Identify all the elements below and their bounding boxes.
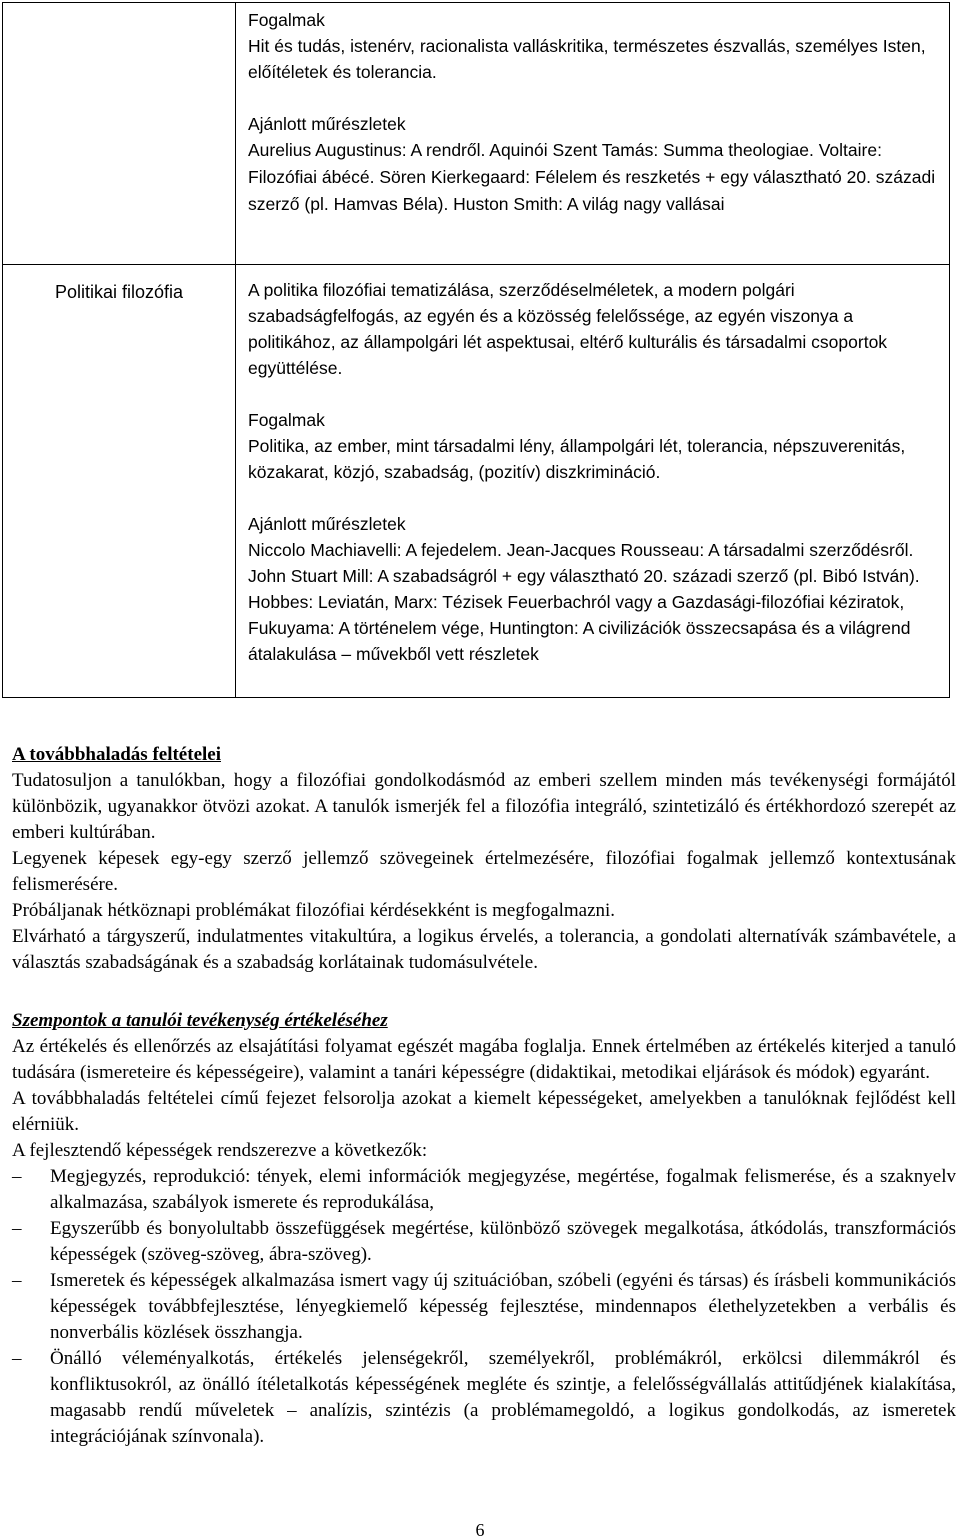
topic-cell bbox=[3, 3, 236, 265]
list-item bbox=[12, 1164, 956, 1216]
list-item bbox=[12, 1216, 956, 1268]
page-number: 6 bbox=[475, 1520, 485, 1540]
list-item-text: Önálló véleményalkotás, értékelés jelenségekről, személyekről, problémákról, erkölcsi dilemmákról és konfliktusokról, az önálló ítéletalkotás képességének megléte és szintje, a felelősségvállalás attitűdjének kialakítása, magasabb rendű műveletek – analízis, szintézis (a problémamegoldó, a logikus gondolkodás, az ismeretek integrációjának színvonala). bbox=[50, 1348, 956, 1447]
works-label: Ajánlott műrészletek bbox=[248, 514, 406, 534]
table-row bbox=[3, 3, 950, 265]
progress-paragraph: Tudatosuljon a tanulókban, hogy a filozófiai gondolkodásmód az emberi szellem minden más tevékenységi formájától különbözik, ugyanakkor ötvözi azokat. A tanulók ismerjék fel a filozófia integráló, szintetizáló és értékhordozó szerepét az emberi kultúrában. bbox=[12, 770, 956, 843]
concepts-text: Hit és tudás, istenérv, racionalista valláskritika, természetes észvallás, személyes Isten, előítéletek és tolerancia. bbox=[248, 36, 926, 82]
list-item-text: Egyszerűbb és bonyolultabb összefüggések megértése, különböző szövegek megalkotása, átkódolás, transzformációs képességek (szöveg-szöveg, ábra-szöveg). bbox=[50, 1218, 956, 1265]
dash-bullet: – bbox=[12, 1218, 22, 1239]
list-item bbox=[12, 1268, 956, 1346]
dash-bullet: – bbox=[12, 1270, 22, 1291]
topic-intro: A politika filozófiai tematizálása, szerződéselméletek, a modern polgári szabadságfelfogás, az egyén és a közösség felelőssége, az egyén viszonya a politikához, az állampolgári lét aspektusai, eltérő kulturális és társadalmi csoportok együttélése. bbox=[248, 280, 888, 378]
topic-cell bbox=[3, 265, 236, 698]
works-block bbox=[248, 511, 939, 667]
topic-title: Politikai filozófia bbox=[54, 282, 184, 302]
assessment-paragraph: Az értékelés és ellenőrzés az elsajátítási folyamat egészét magába foglalja. Ennek értelmében az értékelés kiterjed a tanuló tudására (ismereteire és képességeire), valamint a tanári képességre (didaktikai, metodikai eljárások és módok) egyaránt. bbox=[12, 1036, 956, 1083]
list-item-text: Megjegyzés, reprodukció: tények, elemi információk megjegyzése, megértése, fogalmak felismerése, és a szaknyelv alkalmazása, szabályok ismerete és reprodukálása, bbox=[50, 1166, 956, 1213]
skills-list bbox=[12, 1164, 956, 1450]
progress-paragraph: Elvárható a tárgyszerű, indulatmentes vitakultúra, a logikus érvelés, a tolerancia, a gondolati alternatívák számbavétele, a választás szabadságának és a szabadság korlátainak tudomásulvétele. bbox=[12, 926, 956, 973]
assessment-paragraph: A továbbhaladás feltételei című fejezet felsorolja azokat a kiemelt képességeket, amelyekben a tanulóknak fejlődést kell elérniük. bbox=[12, 1088, 956, 1135]
progress-section bbox=[12, 742, 956, 976]
assessment-paragraph: A fejlesztendő képességek rendszerezve a következők: bbox=[12, 1140, 428, 1161]
works-text-a: Aurelius Augustinus: A rendről. Aquinói Szent Tamás: Summa theologiae. Voltaire: Filozófiai ábécé. Sören Kierkegaard: Félelem és reszketés + egy bbox=[248, 140, 882, 187]
table-row bbox=[3, 265, 950, 698]
concepts-label: Fogalmak bbox=[248, 10, 325, 30]
assessment-heading: Szempontok a tanulói tevékenység értékeléséhez bbox=[12, 1010, 388, 1031]
progress-paragraph: Próbáljanak hétköznapi problémákat filozófiai kérdésekként is megfogalmazni. bbox=[12, 900, 616, 921]
progress-heading: A továbbhaladás feltételei bbox=[12, 744, 221, 765]
concepts-text: Politika, az ember, mint társadalmi lény, állampolgári lét, tolerancia, népszuverenitás, közakarat, közjó, szabadság, (pozitív) diszkrimináció. bbox=[248, 436, 906, 482]
concepts-block bbox=[248, 7, 939, 85]
dash-bullet: – bbox=[12, 1348, 22, 1369]
works-block bbox=[248, 111, 939, 218]
list-item-text: Ismeretek és képességek alkalmazása ismert vagy új szituációban, szóbeli (egyéni és társas) és írásbeli kommunikációs képességek továbbfejlesztése, lényegkiemelő képesség fejlesztése, mindennapos élethelyzetekben a verbális és nonverbális közlések összhangja. bbox=[50, 1270, 956, 1343]
works-text: Niccolo Machiavelli: A fejedelem. Jean-Jacques Rousseau: A társadalmi szerződésről. John Stuart Mill: A szabadságról + egy választható 20. századi szerző (pl. Bibó István). Hobbes: Leviatán, Marx: Tézisek Feuerbachról vagy a Gazdasági-filozófiai kéziratok, Fukuyama: A történelem vége, Huntington: A civilizációk összecsapása és a világrend átalakulása – művekből vett részletek bbox=[248, 540, 920, 664]
dash-bullet: – bbox=[12, 1166, 22, 1187]
works-text-b: választható 20. századi szerző (pl. Hamvas Béla). bbox=[248, 167, 936, 214]
works-text-c: Huston Smith: A világ nagy vallásai bbox=[453, 194, 725, 214]
content-cell bbox=[236, 265, 950, 698]
concepts-block bbox=[248, 407, 939, 485]
list-item bbox=[12, 1346, 956, 1450]
works-label: Ajánlott műrészletek bbox=[248, 114, 406, 134]
curriculum-table bbox=[2, 2, 950, 698]
progress-paragraph: Legyenek képesek egy-egy szerző jellemző szövegeinek értelmezésére, filozófiai fogalmak jellemző kontextusának felismerésére. bbox=[12, 848, 956, 895]
content-cell bbox=[236, 3, 950, 265]
assessment-section bbox=[12, 1008, 956, 1450]
concepts-label: Fogalmak bbox=[248, 410, 325, 430]
